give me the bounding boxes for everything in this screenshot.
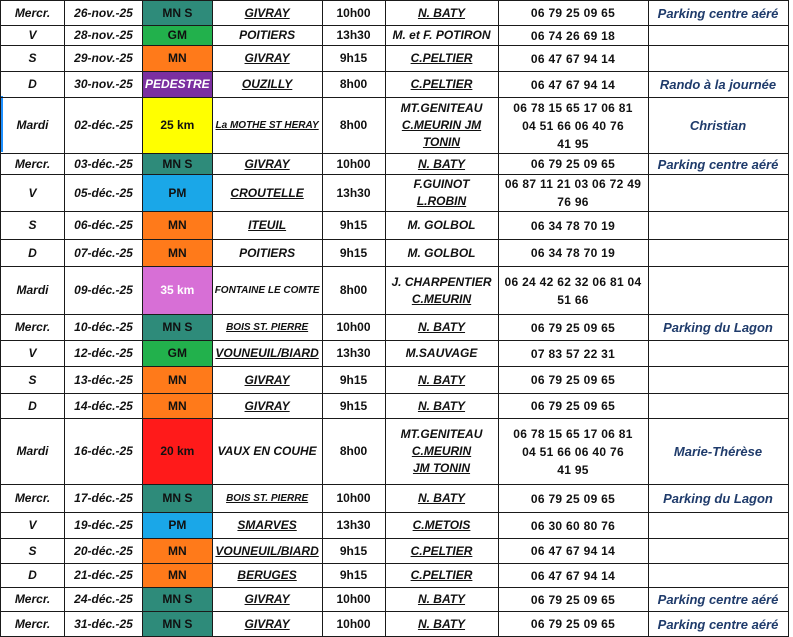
activity-cell[interactable]: GM (143, 341, 213, 367)
place-cell[interactable]: BOIS ST. PIERRE (212, 315, 322, 341)
place-cell[interactable]: POITIERS (212, 26, 322, 46)
phone-line: 07 83 57 22 31 (530, 346, 616, 361)
schedule-row (1, 564, 789, 588)
guide-cell[interactable] (385, 175, 498, 212)
phone-line: 51 66 (557, 292, 589, 307)
day-cell[interactable]: S (1, 367, 65, 394)
activity-cell[interactable]: MN S (143, 315, 213, 341)
date-cell[interactable]: 28-nov.-25 (65, 26, 143, 46)
guide-cell[interactable] (385, 26, 498, 46)
date-cell[interactable]: 31-déc.-25 (65, 612, 143, 637)
phone-line: 41 95 (557, 462, 589, 477)
day-cell[interactable]: D (1, 240, 65, 267)
time-cell[interactable]: 9h15 (322, 212, 385, 240)
activity-cell[interactable]: PM (143, 513, 213, 539)
date-cell[interactable]: 20-déc.-25 (65, 539, 143, 564)
activity-cell[interactable]: MN S (143, 588, 213, 612)
phone-line: 06 79 25 09 65 (530, 399, 616, 413)
schedule-row (1, 212, 789, 240)
activity-cell[interactable]: 35 km (143, 267, 213, 315)
activity-cell[interactable]: MN (143, 564, 213, 588)
place-cell[interactable]: GIVRAY (212, 367, 322, 394)
phone-cell[interactable] (498, 1, 648, 26)
activity-cell[interactable]: MN S (143, 1, 213, 26)
day-cell[interactable]: Mercr. (1, 485, 65, 513)
schedule-row (1, 72, 789, 98)
day-cell[interactable]: Mercr. (1, 154, 65, 175)
phone-line: 06 30 60 80 76 (530, 518, 616, 533)
day-cell[interactable]: V (1, 341, 65, 367)
guide-line: C.METOIS (412, 518, 471, 532)
day-cell[interactable]: Mercr. (1, 1, 65, 26)
schedule-row (1, 341, 789, 367)
note-cell[interactable] (648, 212, 788, 240)
place-cell[interactable]: VAUX EN COUHE (212, 419, 322, 485)
time-cell[interactable]: 8h00 (322, 419, 385, 485)
note-cell[interactable]: Parking centre aéré (648, 588, 788, 612)
phone-line: 41 95 (557, 136, 589, 151)
phone-line: 76 96 (557, 195, 589, 209)
guide-cell[interactable] (385, 315, 498, 341)
phone-cell[interactable] (498, 72, 648, 98)
date-cell[interactable]: 17-déc.-25 (65, 485, 143, 513)
activity-cell[interactable]: 25 km (143, 98, 213, 154)
time-cell[interactable]: 10h00 (322, 1, 385, 26)
place-cell[interactable]: La MOTHE ST HERAY (212, 98, 322, 154)
phone-line: 06 24 42 62 32 06 81 04 (504, 274, 642, 289)
guide-cell[interactable] (385, 539, 498, 564)
place-cell[interactable]: BOIS ST. PIERRE (212, 485, 322, 513)
guide-cell[interactable] (385, 154, 498, 175)
note-cell[interactable]: Parking du Lagon (648, 485, 788, 513)
phone-line: 06 47 67 94 14 (530, 51, 616, 66)
schedule-row (1, 394, 789, 419)
phone-cell[interactable] (498, 419, 648, 485)
note-cell[interactable]: Rando à la journée (648, 72, 788, 98)
activity-cell[interactable]: GM (143, 26, 213, 46)
time-cell[interactable]: 10h00 (322, 588, 385, 612)
schedule-row (1, 240, 789, 267)
phone-line: 06 34 78 70 19 (530, 246, 616, 260)
time-cell[interactable]: 9h15 (322, 564, 385, 588)
day-cell[interactable]: V (1, 26, 65, 46)
activity-cell[interactable]: MN (143, 46, 213, 72)
day-cell[interactable]: Mercr. (1, 612, 65, 637)
place-cell[interactable]: GIVRAY (212, 154, 322, 175)
phone-line: 06 34 78 70 19 (530, 218, 616, 233)
phone-cell[interactable] (498, 98, 648, 154)
guide-line: N. BATY (417, 320, 466, 334)
schedule-row (1, 588, 789, 612)
activity-cell[interactable]: PM (143, 175, 213, 212)
time-cell[interactable]: 9h15 (322, 394, 385, 419)
guide-line: M.SAUVAGE (405, 346, 478, 360)
place-cell[interactable]: GIVRAY (212, 394, 322, 419)
guide-cell[interactable] (385, 485, 498, 513)
schedule-row (1, 367, 789, 394)
day-cell[interactable]: D (1, 394, 65, 419)
time-cell[interactable]: 8h00 (322, 98, 385, 154)
schedule-row (1, 419, 789, 485)
place-cell[interactable]: GIVRAY (212, 46, 322, 72)
date-cell[interactable]: 12-déc.-25 (65, 341, 143, 367)
phone-cell[interactable] (498, 485, 648, 513)
schedule-row (1, 513, 789, 539)
guide-cell[interactable] (385, 267, 498, 315)
date-cell[interactable]: 24-déc.-25 (65, 588, 143, 612)
guide-line: F.GUINOT (413, 177, 470, 191)
note-cell[interactable] (648, 564, 788, 588)
phone-line: 06 47 67 94 14 (530, 568, 616, 583)
schedule-body (1, 1, 789, 637)
guide-cell[interactable] (385, 98, 498, 154)
guide-line: N. BATY (417, 491, 466, 505)
date-cell[interactable]: 06-déc.-25 (65, 212, 143, 240)
activity-cell[interactable]: MN (143, 240, 213, 267)
guide-cell[interactable] (385, 612, 498, 637)
guide-line: JM TONIN (412, 461, 471, 475)
guide-line: C.PELTIER (410, 568, 473, 582)
phone-line: 06 47 67 94 14 (530, 544, 616, 558)
time-cell[interactable]: 13h30 (322, 175, 385, 212)
note-cell[interactable]: Parking centre aéré (648, 154, 788, 175)
guide-line: M. GOLBOL (407, 218, 476, 232)
activity-cell[interactable]: 20 km (143, 419, 213, 485)
guide-line: N. BATY (417, 156, 466, 171)
time-cell[interactable]: 10h00 (322, 315, 385, 341)
guide-line: M. et F. POTIRON (392, 28, 491, 42)
phone-cell[interactable] (498, 175, 648, 212)
place-cell[interactable]: SMARVES (212, 513, 322, 539)
date-cell[interactable]: 30-nov.-25 (65, 72, 143, 98)
schedule-row (1, 315, 789, 341)
note-cell[interactable] (648, 46, 788, 72)
guide-line: N. BATY (417, 616, 466, 631)
guide-cell[interactable] (385, 240, 498, 267)
note-cell[interactable] (648, 513, 788, 539)
place-cell[interactable]: FONTAINE LE COMTE (212, 267, 322, 315)
phone-cell[interactable] (498, 564, 648, 588)
time-cell[interactable]: 9h15 (322, 367, 385, 394)
day-cell[interactable]: S (1, 46, 65, 72)
schedule-row (1, 539, 789, 564)
date-cell[interactable]: 14-déc.-25 (65, 394, 143, 419)
phone-line: 06 47 67 94 14 (530, 77, 616, 92)
day-cell[interactable]: Mercr. (1, 315, 65, 341)
place-cell[interactable]: VOUNEUIL/BIARD (212, 341, 322, 367)
guide-cell[interactable] (385, 212, 498, 240)
guide-line: C.MEURIN (411, 291, 472, 306)
schedule-row (1, 612, 789, 637)
day-cell[interactable]: D (1, 564, 65, 588)
guide-cell[interactable] (385, 419, 498, 485)
date-cell[interactable]: 09-déc.-25 (65, 267, 143, 315)
note-cell[interactable] (648, 394, 788, 419)
schedule-row (1, 267, 789, 315)
day-cell[interactable]: S (1, 539, 65, 564)
day-cell[interactable]: Mercr. (1, 588, 65, 612)
place-cell[interactable]: GIVRAY (212, 1, 322, 26)
time-cell[interactable]: 10h00 (322, 612, 385, 637)
note-cell[interactable] (648, 539, 788, 564)
day-cell[interactable]: S (1, 212, 65, 240)
time-cell[interactable]: 10h00 (322, 154, 385, 175)
day-cell[interactable]: D (1, 72, 65, 98)
activity-cell[interactable]: MN S (143, 154, 213, 175)
phone-line: 06 79 25 09 65 (530, 373, 616, 387)
guide-line: N. BATY (417, 398, 466, 413)
note-cell[interactable]: Christian (648, 98, 788, 154)
guide-line: C.PELTIER (410, 77, 473, 91)
phone-line: 06 79 25 09 65 (530, 617, 616, 631)
day-cell[interactable]: Mardi (1, 267, 65, 315)
time-cell[interactable]: 9h15 (322, 240, 385, 267)
date-cell[interactable]: 03-déc.-25 (65, 154, 143, 175)
date-cell[interactable]: 05-déc.-25 (65, 175, 143, 212)
schedule-row (1, 175, 789, 212)
date-cell[interactable]: 19-déc.-25 (65, 513, 143, 539)
guide-cell[interactable] (385, 394, 498, 419)
activity-cell[interactable]: MN (143, 212, 213, 240)
guide-line: MT.GENITEAU (400, 101, 483, 115)
schedule-row (1, 98, 789, 154)
date-cell[interactable]: 07-déc.-25 (65, 240, 143, 267)
guide-line: C.MEURIN JM (401, 118, 482, 132)
note-cell[interactable] (648, 367, 788, 394)
schedule-row (1, 46, 789, 72)
phone-cell[interactable] (498, 46, 648, 72)
guide-cell[interactable] (385, 1, 498, 26)
date-cell[interactable]: 02-déc.-25 (65, 98, 143, 154)
note-cell[interactable]: Parking centre aéré (648, 612, 788, 637)
date-cell[interactable]: 10-déc.-25 (65, 315, 143, 341)
guide-cell[interactable] (385, 341, 498, 367)
phone-cell[interactable] (498, 394, 648, 419)
phone-cell[interactable] (498, 154, 648, 175)
guide-line: N. BATY (417, 592, 466, 606)
phone-line: 06 78 15 65 17 06 81 (513, 100, 633, 115)
place-cell[interactable]: VOUNEUIL/BIARD (212, 539, 322, 564)
note-cell[interactable] (648, 175, 788, 212)
phone-cell[interactable] (498, 539, 648, 564)
guide-line: C.PELTIER (410, 543, 473, 558)
time-cell[interactable]: 8h00 (322, 72, 385, 98)
note-cell[interactable] (648, 267, 788, 315)
time-cell[interactable]: 13h30 (322, 341, 385, 367)
place-cell[interactable]: CROUTELLE (212, 175, 322, 212)
phone-cell[interactable] (498, 267, 648, 315)
guide-cell[interactable] (385, 72, 498, 98)
phone-line: 06 79 25 09 65 (530, 592, 616, 607)
guide-line: C.MEURIN (411, 444, 472, 458)
place-cell[interactable]: ITEUIL (212, 212, 322, 240)
guide-line: C.PELTIER (410, 51, 473, 65)
phone-line: 06 79 25 09 65 (530, 491, 616, 506)
note-cell[interactable] (648, 240, 788, 267)
guide-cell[interactable] (385, 564, 498, 588)
activity-cell[interactable]: MN S (143, 485, 213, 513)
guide-cell[interactable] (385, 46, 498, 72)
date-cell[interactable]: 26-nov.-25 (65, 1, 143, 26)
place-cell[interactable]: BERUGES (212, 564, 322, 588)
phone-cell[interactable] (498, 315, 648, 341)
day-cell[interactable]: V (1, 175, 65, 212)
note-cell[interactable]: Parking du Lagon (648, 315, 788, 341)
date-cell[interactable]: 29-nov.-25 (65, 46, 143, 72)
guide-line: MT.GENITEAU (400, 427, 483, 441)
note-cell[interactable] (648, 26, 788, 46)
phone-cell[interactable] (498, 26, 648, 46)
time-cell[interactable]: 8h00 (322, 267, 385, 315)
phone-line: 06 78 15 65 17 06 81 (513, 426, 633, 441)
activity-cell[interactable]: MN S (143, 612, 213, 637)
time-cell[interactable]: 9h15 (322, 46, 385, 72)
place-cell[interactable]: POITIERS (212, 240, 322, 267)
schedule-row (1, 1, 789, 26)
guide-cell[interactable] (385, 513, 498, 539)
schedule-row (1, 154, 789, 175)
phone-cell[interactable] (498, 513, 648, 539)
phone-cell[interactable] (498, 240, 648, 267)
place-cell[interactable]: OUZILLY (212, 72, 322, 98)
time-cell[interactable]: 9h15 (322, 539, 385, 564)
phone-line: 06 74 26 69 18 (530, 28, 616, 43)
phone-cell[interactable] (498, 212, 648, 240)
activity-cell[interactable]: PEDESTRE (143, 72, 213, 98)
guide-cell[interactable] (385, 367, 498, 394)
time-cell[interactable]: 10h00 (322, 485, 385, 513)
phone-line: 06 79 25 09 65 (530, 157, 616, 171)
time-cell[interactable]: 13h30 (322, 26, 385, 46)
day-cell[interactable]: Mardi (1, 419, 65, 485)
phone-line: 06 87 11 21 03 06 72 49 (504, 177, 642, 191)
time-cell[interactable]: 13h30 (322, 513, 385, 539)
note-cell[interactable] (648, 341, 788, 367)
phone-line: 06 79 25 09 65 (530, 320, 616, 335)
activity-cell[interactable]: MN (143, 394, 213, 419)
guide-line: N. BATY (417, 372, 466, 387)
date-cell[interactable]: 16-déc.-25 (65, 419, 143, 485)
phone-line: 04 51 66 06 40 76 (522, 444, 624, 459)
date-cell[interactable]: 13-déc.-25 (65, 367, 143, 394)
note-cell[interactable]: Parking centre aéré (648, 1, 788, 26)
schedule-row (1, 485, 789, 513)
place-cell[interactable]: GIVRAY (212, 588, 322, 612)
place-cell[interactable]: GIVRAY (212, 612, 322, 637)
guide-line: M. GOLBOL (407, 245, 476, 260)
guide-line: J. CHARPENTIER (391, 274, 492, 289)
schedule-row (1, 26, 789, 46)
phone-cell[interactable] (498, 588, 648, 612)
guide-line: L.ROBIN (416, 194, 467, 208)
day-cell[interactable]: Mardi (1, 98, 65, 154)
note-cell[interactable]: Marie-Thérèse (648, 419, 788, 485)
phone-line: 04 51 66 06 40 76 (522, 118, 624, 133)
guide-line: TONIN (422, 135, 461, 149)
phone-cell[interactable] (498, 612, 648, 637)
phone-line: 06 79 25 09 65 (530, 6, 616, 20)
day-cell[interactable]: V (1, 513, 65, 539)
guide-line: N. BATY (417, 5, 466, 20)
guide-cell[interactable] (385, 588, 498, 612)
date-cell[interactable]: 21-déc.-25 (65, 564, 143, 588)
phone-cell[interactable] (498, 367, 648, 394)
activity-cell[interactable]: MN (143, 539, 213, 564)
phone-cell[interactable] (498, 341, 648, 367)
activity-cell[interactable]: MN (143, 367, 213, 394)
